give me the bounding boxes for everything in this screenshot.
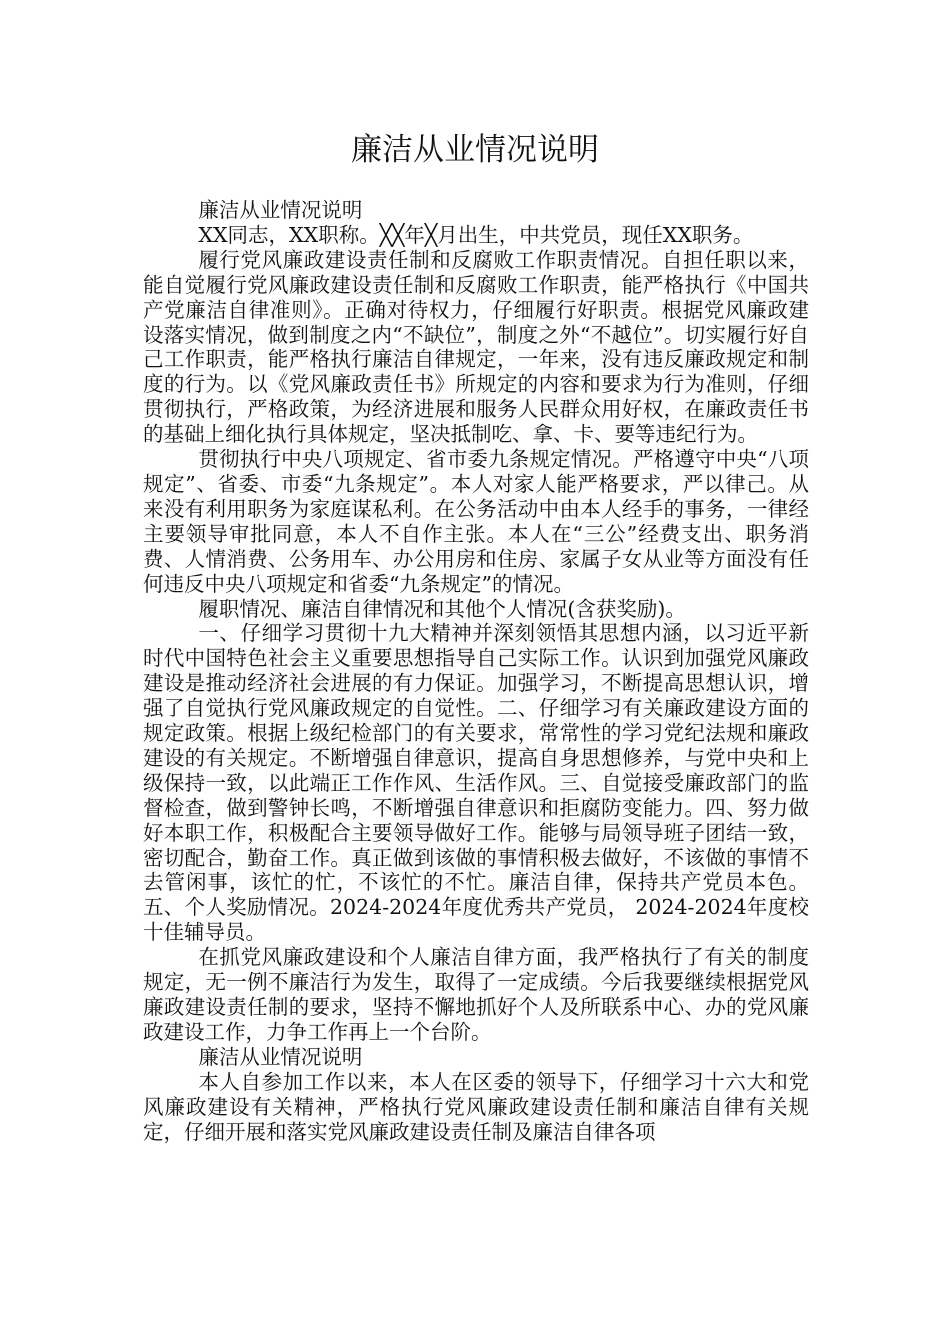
paragraph-second-intro: 本人自参加工作以来，本人在区委的领导下，仔细学习十六大和党风廉政建设有关精神，严格执行党风廉政建设责任制和廉洁自律有关规定，仔细开展和落实党风廉政建设责任制及廉洁自律各项 bbox=[143, 1069, 809, 1144]
paragraph-duty-performance: 履行党风廉政建设责任制和反腐败工作职责情况。自担任职以来，能自觉履行党风廉政建设责任制和反腐败工作职责，能严格执行《中国共产党廉洁自律准则》。正确对待权力，仔细履行好职责。根据党风廉政建设落实情况，做到制度之内“不缺位”，制度之外“不越位”。切实履行好自己工作职责，能严格执行廉洁自律规定，一年来，没有违反廉政规定和制度的行为。以《党风廉政责任书》所规定的内容和要求为行为准则，仔细贯彻执行，严格政策，为经济进展和服务人民群众用好权，在廉政责任书的基础上细化执行具体规定，坚决抵制吃、拿、卡、要等违纪行为。 bbox=[143, 247, 809, 447]
paragraph-study-details: 一、仔细学习贯彻十九大精神并深刻领悟其思想内涵，以习近平新时代中国特色社会主义重要思想指导自己实际工作。认识到加强党风廉政建设是推动经济社会进展的有力保证。加强学习，不断提高思想认识，增强了自觉执行党风廉政规定的自觉性。二、仔细学习有关廉政建设方面的规定政策。根据上级纪检部门的有关要求，常常性的学习党纪法规和廉政建设的有关规定。不断增强自律意识，提高自身思想修养，与党中央和上级保持一致，以此端正工作作风、生活作风。三、自觉接受廉政部门的监督检查，做到警钟长鸣，不断增强自律意识和拒腐防变能力。四、努力做好本职工作，积极配合主要领导做好工作。能够与局领导班子团结一致，密切配合，勤奋工作。真正做到该做的事情积极去做好，不该做的事情不去管闲事，该忙的忙，不该忙的不忙。廉洁自律，保持共产党员本色。五、个人奖励情况。2024-2024年度优秀共产党员， 2024-2024年度校十佳辅导员。 bbox=[143, 621, 809, 945]
paragraph-subtitle-second: 廉洁从业情况说明 bbox=[198, 1044, 363, 1069]
document-body bbox=[143, 198, 809, 1144]
paragraph-conclusion: 在抓党风廉政建设和个人廉洁自律方面，我严格执行了有关的制度规定，无一例不廉洁行为发生，取得了一定成绩。今后我要继续根据党风廉政建设责任制的要求，坚持不懈地抓好个人及所联系中心、办的党风廉政建设工作，力争工作再上一个台阶。 bbox=[143, 945, 809, 1044]
paragraph-eight-rules: 贯彻执行中央八项规定、省市委九条规定情况。严格遵守中央“八项规定”、省委、市委“九条规定”。本人对家人能严格要求，严以律己。从来没有利用职务为家庭谋私利。在公务活动中由本人经手的事务，一律经主要领导审批同意，本人不自作主张。本人在“三公”经费支出、职务消费、人情消费、公务用车、办公用房和住房、家属子女从业等方面没有任何违反中央八项规定和省委“九条规定”的情况。 bbox=[143, 447, 809, 596]
paragraph-personal-info: XX同志，XX职称。╳╳年╳月出生，中共党员，现任XX职务。 bbox=[198, 222, 754, 247]
paragraph-section-heading: 履职情况、廉洁自律情况和其他个人情况(含获奖励)。 bbox=[198, 596, 686, 621]
paragraph-subtitle: 廉洁从业情况说明 bbox=[198, 198, 363, 222]
document-title: 廉洁从业情况说明 bbox=[351, 132, 599, 168]
